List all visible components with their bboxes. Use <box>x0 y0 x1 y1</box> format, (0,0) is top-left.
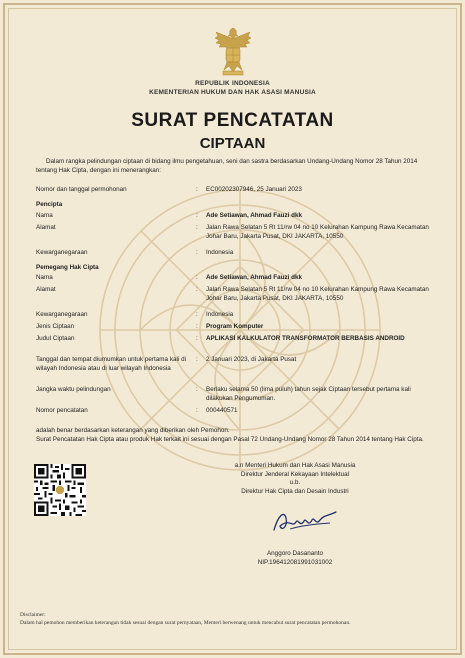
application-label: Nomor dan tanggal permohonan <box>36 186 127 193</box>
signatory-nip: NIP.196412081991031002 <box>257 559 333 566</box>
term-value: Berlaku selama 50 (lima puluh) tahun sejak Ciptaan tersebut pertama kali dilakukan Pengumuman. <box>206 386 411 402</box>
publish-value: 2 Januari 2023, di Jakarta Pusat <box>206 356 297 363</box>
handwritten-signature <box>270 506 340 536</box>
holder-address-value: Jalan Rawa Selatan 5 Rt 11/rw 04 no 10 Kelurahan Kampung Rawa Kecamatan Johar Baru, Jakarta Pusat, DKI JAKARTA, 10550 <box>206 286 429 302</box>
document-subtitle: CIPTAAN <box>199 135 266 152</box>
signature-block <box>215 462 375 496</box>
colon: : <box>196 224 198 231</box>
work-title-label: Judul Ciptaan <box>36 335 75 342</box>
colon: : <box>196 356 198 363</box>
colon: : <box>196 323 198 330</box>
signatory-line-4: Direktur Hak Cipta dan Desain Industri <box>241 487 349 495</box>
creator-name-label: Nama <box>36 212 53 219</box>
colon: : <box>196 386 198 393</box>
colon: : <box>196 311 198 318</box>
colon: : <box>196 407 198 414</box>
holder-nationality-label: Kewarganegaraan <box>36 311 88 318</box>
creator-address-label: Alamat <box>36 224 56 231</box>
signatory-name: Anggoro Dasananto <box>266 550 323 557</box>
holder-name-label: Nama <box>36 274 53 281</box>
holder-section-title: Pemegang Hak Cipta <box>36 264 99 271</box>
document-title: SURAT PENCATATAN <box>131 110 334 131</box>
record-number-label: Nomor pencatatan <box>36 407 88 414</box>
record-number-value: 000440571 <box>206 407 238 414</box>
disclaimer-title: Disclaimer: <box>20 612 46 618</box>
closing-line-2: Surat Pencatatan Hak Cipta atau produk Hak terkait ini sesuai dengan Pasal 72 Undang-Undang Nomor 28 Tahun 2014 tentang Hak Cipta. <box>36 435 424 443</box>
work-type-label: Jenis Ciptaan <box>36 323 75 330</box>
creator-nationality-label: Kewarganegaraan <box>36 249 88 256</box>
term-label: Jangka waktu pelindungan <box>36 386 111 393</box>
creator-nationality-value: Indonesia <box>206 249 234 256</box>
closing-line-1: adalah benar berdasarkan keterangan yang diberikan oleh Pemohon. <box>36 427 230 434</box>
disclaimer-text: Dalam hal pemohon memberikan keterangan tidak sesuai dengan surat pernyataan, Menteri berwenang untuk mencabut surat pencatatan permohonan. <box>20 620 351 626</box>
publish-label: Tanggal dan tempat diumumkan untuk pertama kali di wilayah Indonesia atau di luar wilayah Indonesia <box>36 356 186 372</box>
signatory-line-2: Direktur Jenderal Kekayaan Intelektual <box>240 470 350 478</box>
signatory-line-1: a.n Menteri Hukum dan Hak Asasi Manusia <box>234 462 356 469</box>
colon: : <box>196 186 198 193</box>
colon: : <box>196 249 198 256</box>
colon: : <box>196 286 198 293</box>
work-title-value: APLIKASI KALKULATOR TRANSFORMATOR BERBASIS ANDROID <box>206 335 405 342</box>
colon: : <box>196 335 198 342</box>
holder-name-value: Ade Setiawan, Ahmad Fauzi dkk <box>206 274 302 281</box>
qr-code-icon[interactable] <box>34 464 86 516</box>
garuda-emblem-icon <box>214 26 252 78</box>
creator-address-value: Jalan Rawa Selatan 5 Rt 11/rw 04 no 10 Kelurahan Kampung Rawa Kecamatan Johar Baru, Jakarta Pusat, DKI JAKARTA, 10550 <box>206 224 429 240</box>
colon: : <box>196 212 198 219</box>
signatory-line-3: u.b. <box>289 479 301 486</box>
closing-text <box>36 427 436 444</box>
creator-section-title: Pencipta <box>36 201 63 208</box>
holder-address-label: Alamat <box>36 286 56 293</box>
creator-name-value: Ade Setiawan, Ahmad Fauzi dkk <box>206 212 302 219</box>
intro-text: Dalam rangka pelindungan ciptaan di bidang ilmu pengetahuan, seni dan sastra berdasarkan Undang-Undang Nomor 28 Tahun 2014 tentang Hak Cipta, dengan ini menerangkan: <box>36 158 418 174</box>
header-ministry: KEMENTERIAN HUKUM DAN HAK ASASI MANUSIA <box>149 89 316 96</box>
work-type-value: Program Komputer <box>206 323 264 330</box>
holder-nationality-value: Indonesia <box>206 311 234 318</box>
application-value: EC00202307946, 25 Januari 2023 <box>206 186 302 193</box>
header-republic: REPUBLIK INDONESIA <box>195 80 270 87</box>
colon: : <box>196 274 198 281</box>
